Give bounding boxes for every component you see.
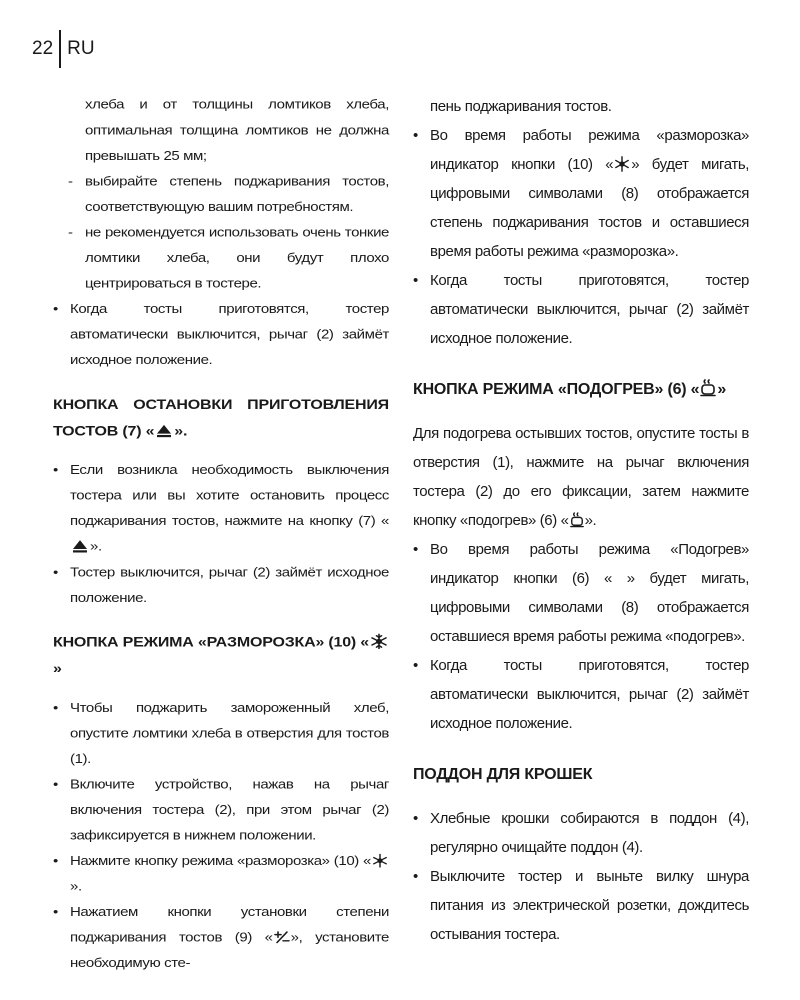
- crumb-tray-list: [413, 804, 749, 949]
- stop-item-press: [53, 457, 389, 559]
- snowflake-icon: [614, 156, 630, 172]
- snowflake-icon: [370, 634, 388, 650]
- defrost-item-browning-text: Нажатием кнопки установки степени поджаривания тостов (9) «: [70, 904, 389, 946]
- defrost-heading-text: КНОПКА РЕЖИМА «РАЗМОРОЗКА» (10) «: [53, 635, 369, 651]
- defrost-item-press: [53, 848, 389, 899]
- language-label: RU: [67, 38, 95, 59]
- bullet-list-ready: [53, 296, 389, 373]
- continued-text: хлеба и от толщины ломтиков хлеба, оптимальная толщина ломтиков не должна превышать 25 мм;: [85, 97, 389, 164]
- continued-text: пень поджаривания тостов.: [430, 98, 612, 115]
- plus-minus-icon: [274, 930, 290, 944]
- page-number: 22: [32, 38, 54, 59]
- defrost-section-heading: [53, 630, 389, 683]
- defrost-item-auto-off: • Когда тосты приготовятся, тостер автоматически выключится, рычаг (2) займёт исходное положение.: [413, 266, 749, 353]
- defrost-item-lever: • Включите устройство, нажав на рычаг включения тостера (2), при этом рычаг (2) зафиксируется в нижнем положении.: [53, 772, 389, 849]
- stop-triangle-icon: [155, 424, 173, 438]
- stop-item-press-text: Если возникла необходимость выключения тостера или вы хотите остановить процесс поджаривания тостов, нажмите на кнопку (7) «: [70, 462, 389, 529]
- snowflake-icon: [372, 854, 388, 868]
- defrost-list: [53, 695, 389, 976]
- reheat-para-end: ».: [584, 512, 597, 529]
- defrost-list-continued: [413, 121, 749, 353]
- reheat-toast-icon: [570, 512, 584, 528]
- reheat-paragraph: [413, 419, 749, 535]
- defrost-item-press-end: ».: [70, 879, 82, 895]
- defrost-item-press-text: Нажмите кнопку режима «разморозка» (10) «: [70, 853, 371, 869]
- defrost-indicator-text: Во время работы режима «разморозка» индикатор кнопки (10) «: [430, 127, 749, 173]
- stop-triangle-icon: [71, 539, 89, 553]
- defrost-item-insert: • Чтобы поджарить замороженный хлеб, опустите ломтики хлеба в отверстия для тостов (1).: [53, 695, 389, 772]
- stop-heading-end: ».: [174, 423, 188, 439]
- defrost-item-browning: [53, 899, 389, 976]
- defrost-item-browning-end: », установите необходимую сте-: [70, 930, 389, 971]
- reheat-heading-end: »: [717, 381, 727, 398]
- defrost-item-indicator: [413, 121, 749, 266]
- dash-item-thin-slices: - не рекомендуется использовать очень тонкие ломтики хлеба, они будут плохо центрироваться в тостере.: [68, 220, 389, 297]
- dash-item-browning: - выбирайте степень поджаривания тостов, соответствующую вашим потребностям.: [68, 169, 389, 220]
- reheat-toast-icon: [700, 379, 716, 397]
- crumb-tray-heading: ПОДДОН ДЛЯ КРОШЕК: [413, 766, 593, 783]
- reheat-item-auto-off: • Когда тосты приготовятся, тостер автоматически выключится, рычаг (2) займёт исходное положение.: [413, 651, 749, 738]
- stop-section-heading: [53, 392, 389, 445]
- stop-item-off: • Тостер выключится, рычаг (2) займёт исходное положение.: [53, 560, 389, 611]
- reheat-item-indicator: • Во время работы режима «Подогрев» индикатор кнопки (6) « » будет мигать, цифровыми символами (8) отображается оставшиеся время работы режима «подогрев».: [413, 535, 749, 651]
- reheat-list: [413, 535, 749, 738]
- left-column: [53, 92, 389, 976]
- right-column: [413, 92, 749, 949]
- dash-list: [53, 169, 389, 297]
- crumb-item-collect: • Хлебные крошки собираются в поддон (4), регулярно очищайте поддон (4).: [413, 804, 749, 862]
- stop-item-press-end: ».: [90, 539, 102, 555]
- reheat-heading-text: КНОПКА РЕЖИМА «ПОДОГРЕВ» (6) «: [413, 381, 700, 398]
- stop-heading-text: КНОПКА ОСТАНОВКИ ПРИГОТОВЛЕНИЯ ТОСТОВ (7) «: [53, 397, 389, 439]
- defrost-heading-end: »: [53, 661, 62, 677]
- reheat-para-text: Для подогрева остывших тостов, опустите тосты в отверстия (1), нажмите на рычаг включения тостера (2) до его фиксации, затем нажмите кнопку «подогрев» (6) «: [413, 425, 749, 529]
- crumb-item-unplug: • Выключите тостер и выньте вилку шнура питания из электрической розетки, дождитесь остывания тостера.: [413, 862, 749, 949]
- stop-list: [53, 457, 389, 610]
- defrost-indicator-end: » будет мигать, цифровыми символами (8) отображается степень поджаривания тостов и оставшиеся время работы режима «разморозка».: [430, 156, 749, 260]
- reheat-section-heading: [413, 375, 749, 405]
- page-header: [32, 30, 95, 68]
- bullet-item-auto-off: • Когда тосты приготовятся, тостер автоматически выключится, рычаг (2) займёт исходное положение.: [53, 296, 389, 373]
